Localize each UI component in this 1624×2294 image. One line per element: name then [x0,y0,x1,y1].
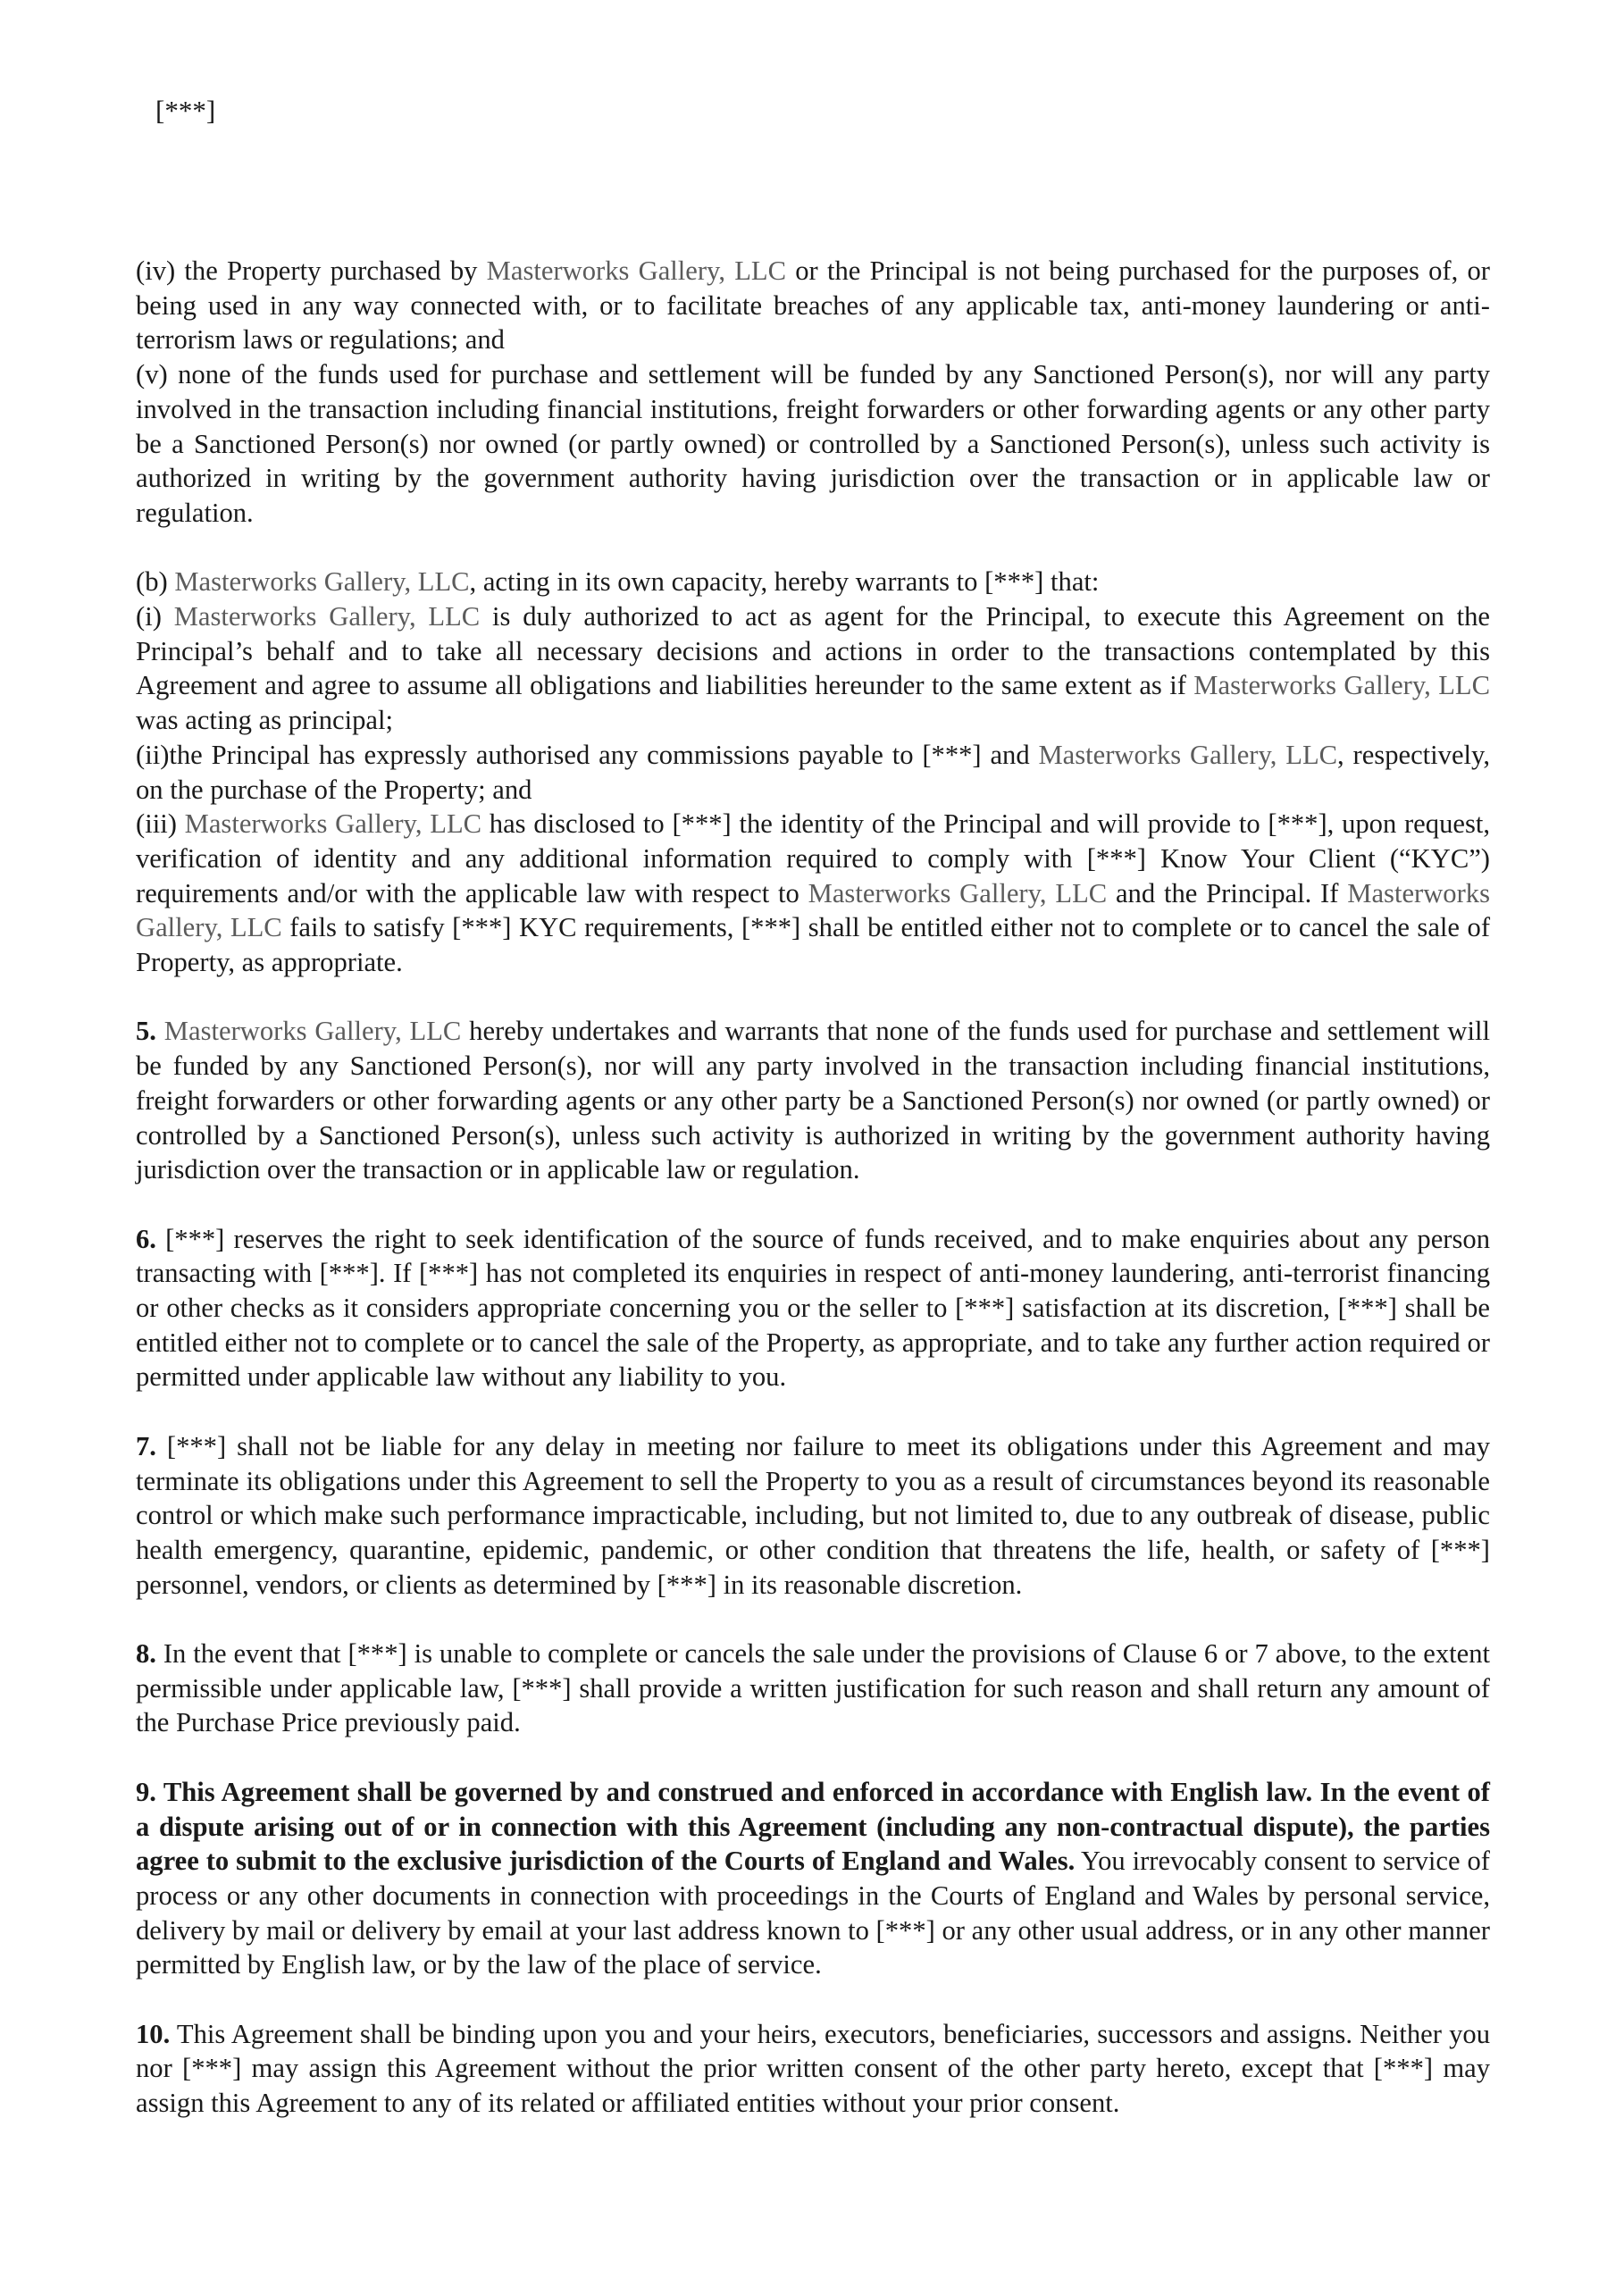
paragraph-b-ii: (ii)the Principal has expressly authorised any commissions payable to [***] and Masterworks Gallery, LLC, respectively, on the purchase of the Property; and [136,739,1490,805]
page-header-redaction: [***] [155,95,216,126]
paragraph-a-v: (v) none of the funds used for purchase and settlement will be funded by any Sanctioned Person(s), nor will any party involved in the transaction including financial institutions, freight forwarders or other forwarding agents or any other party be a Sanctioned Person(s) nor owned (or partly owned) or controlled by a Sanctioned Person(s), unless such activity is authorized in writing by the government authority having jurisdiction over the transaction or in applicable law or regulation. [136,359,1490,528]
clause-number: 10. [136,2018,171,2049]
clause-5: 5. Masterworks Gallery, LLC hereby undertakes and warrants that none of the funds used for purchase and settlement will be funded by any Sanctioned Person(s), nor will any party involved in the transaction including financial institutions, freight forwarders or other forwarding agents or any other party be a Sanctioned Person(s) nor owned (or partly owned) or controlled by a Sanctioned Person(s), unless such activity is authorized in writing by the government authority having jurisdiction over the transaction or in applicable law or regulation. [136,1016,1491,1185]
paragraph-b-i: (i) Masterworks Gallery, LLC is duly authorized to act as agent for the Principal, to execute this Agreement on the Principal’s behalf and to take all necessary decisions and actions in order to the transactions contemplated by this Agreement and agree to assume all obligations and liabilities hereunder to the same extent as if Masterworks Gallery, LLC was acting as principal; [136,601,1490,736]
paragraph-b-intro: (b) Masterworks Gallery, LLC, acting in its own capacity, hereby warrants to [***] that: [136,566,1100,598]
clause-9: 9. This Agreement shall be governed by and construed and enforced in accordance with English law. In the event of a dispute arising out of or in connection with this Agreement (including any non-contractual dispute), the parties agree to submit to the exclusive jurisdiction of the Courts of England and Wales. You irrevocably consent to service of process or any other documents in connection with proceedings in the Courts of England and Wales by personal service, delivery by mail or delivery by email at your last address known to [***] or any other usual address, or in any other manner permitted by English law, or by the law of the place of service. [136,1776,1490,1980]
paragraph-b-iii: (iii) Masterworks Gallery, LLC has disclosed to [***] the identity of the Principal and will provide to [***], upon request, verification of identity and any additional information required to comply with [***] Know Your Client (“KYC”) requirements and/or with the applicable law with respect to Masterworks Gallery, LLC and the Principal. If Masterworks Gallery, LLC fails to satisfy [***] KYC requirements, [***] shall be entitled either not to complete or to cancel the sale of Property, as appropriate. [136,808,1491,978]
clause-10: 10. This Agreement shall be binding upon you and your heirs, executors, beneficiaries, successors and assigns. Neither you nor [***] may assign this Agreement without the prior written consent of the other party hereto, except that [***] may assign this Agreement to any of its related or affiliated entities without your prior consent. [136,2018,1490,2119]
party-name: Masterworks Gallery, LLC [1038,739,1338,770]
party-name: Masterworks Gallery, LLC [163,1016,462,1047]
clause-number: 7. [136,1430,156,1461]
party-name: Masterworks Gallery, LLC [173,601,481,632]
agreement-body [136,254,1490,2121]
clause-number: 5. [136,1016,156,1047]
governing-law-text: 9. This Agreement shall be governed by and construed and enforced in accordance with English law. In the event of a dispute arising out of or in connection with this Agreement (including any non-contractual dispute), the parties agree to submit to the exclusive jurisdiction of the Courts of England and Wales. [136,1776,1490,1877]
party-name: Masterworks Gallery, LLC [184,808,482,840]
party-name: Masterworks Gallery, LLC [136,877,1490,943]
clause-number: 6. [136,1223,156,1254]
clause-7: 7. [***] shall not be liable for any delay in meeting nor failure to meet its obligations under this Agreement and may terminate its obligations under this Agreement to sell the Property to you as a result of circumstances beyond its reasonable control or which make such performance impracticable, including, but not limited to, due to any outbreak of disease, public health emergency, quarantine, epidemic, pandemic, or other condition that threatens the life, health, or safety of [***] personnel, vendors, or clients as determined by [***] in its reasonable discretion. [136,1430,1490,1600]
clause-6: 6. [***] reserves the right to seek identification of the source of funds received, and to make enquiries about any person transacting with [***]. If [***] has not completed its enquiries in respect of anti-money laundering, anti-terrorist financing or other checks as it considers appropriate concerning you or the seller to [***] satisfaction at its discretion, [***] shall be entitled either not to complete or to cancel the sale of the Property, as appropriate, and to take any further action required or permitted under applicable law without any liability to you. [136,1223,1490,1393]
party-name: Masterworks Gallery, LLC [174,566,470,598]
clause-8: 8. In the event that [***] is unable to complete or cancels the sale under the provisions of Clause 6 or 7 above, to the extent permissible under applicable law, [***] shall provide a written justification for such reason and shall return any amount of the Purchase Price previously paid. [136,1638,1490,1738]
clause-number: 8. [136,1638,156,1670]
party-name: Masterworks Gallery, LLC [486,255,787,286]
paragraph-a-iv: (iv) the Property purchased by Masterworks Gallery, LLC or the Principal is not being purchased for the purposes of, or being used in any way connected with, or to facilitate breaches of any applicable tax, anti-money laundering or anti-terrorism laws or regulations; and [136,255,1490,356]
party-name: Masterworks Gallery, LLC [808,877,1108,908]
party-name: Masterworks Gallery, LLC [1193,670,1490,701]
